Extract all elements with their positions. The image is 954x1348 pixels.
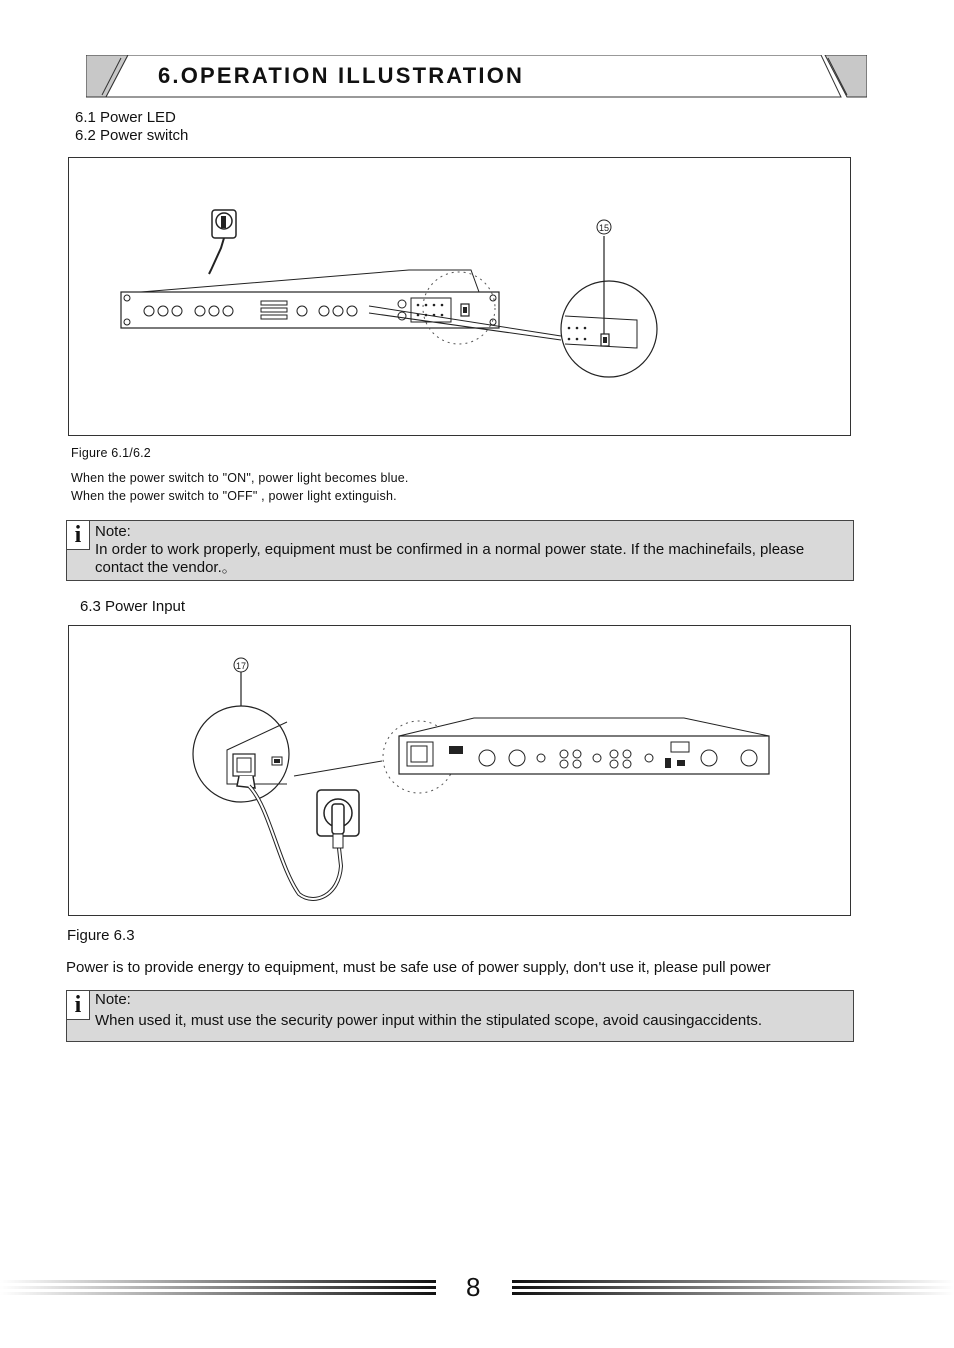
note-label-2: Note: — [95, 991, 131, 1008]
front-panel-illustration — [69, 158, 850, 435]
section-title-power-input: 6.3 Power Input — [80, 598, 186, 615]
note-text-1: In order to work properly, equipment must be confirmed in a normal power state. If the machinefails, please contact the vendor.。 — [95, 541, 805, 576]
page-title: 6.OPERATION ILLUSTRATION — [158, 63, 525, 88]
page-number: 8 — [466, 1272, 481, 1302]
figure-caption-6-1: Figure 6.1/6.2 — [71, 446, 151, 460]
info-icon: i — [67, 991, 90, 1020]
figure-6-3-frame — [68, 625, 851, 916]
marker-15: 15 — [598, 223, 610, 233]
power-input-description: Power is to provide energy to equipment, must be safe use of power supply, don't use it, please pull power — [66, 959, 771, 976]
note-label-1: Note: — [95, 523, 131, 540]
item-power-led: 6.1 Power LED — [75, 109, 176, 126]
description-off: When the power switch to "OFF" , power light extinguish. — [71, 489, 397, 503]
note-text-2: When used it, must use the security power input within the stipulated scope, avoid causingaccidents. — [95, 1012, 763, 1029]
note-box-1 — [66, 520, 854, 581]
description-on: When the power switch to "ON", power light becomes blue. — [71, 471, 409, 485]
figure-caption-6-3: Figure 6.3 — [67, 927, 135, 944]
info-icon: i — [67, 521, 90, 550]
figure-6-1-frame — [68, 157, 851, 436]
rear-panel-illustration — [69, 626, 850, 915]
item-power-switch: 6.2 Power switch — [75, 127, 189, 144]
note-box-2 — [66, 990, 854, 1042]
marker-17: 17 — [235, 661, 247, 671]
